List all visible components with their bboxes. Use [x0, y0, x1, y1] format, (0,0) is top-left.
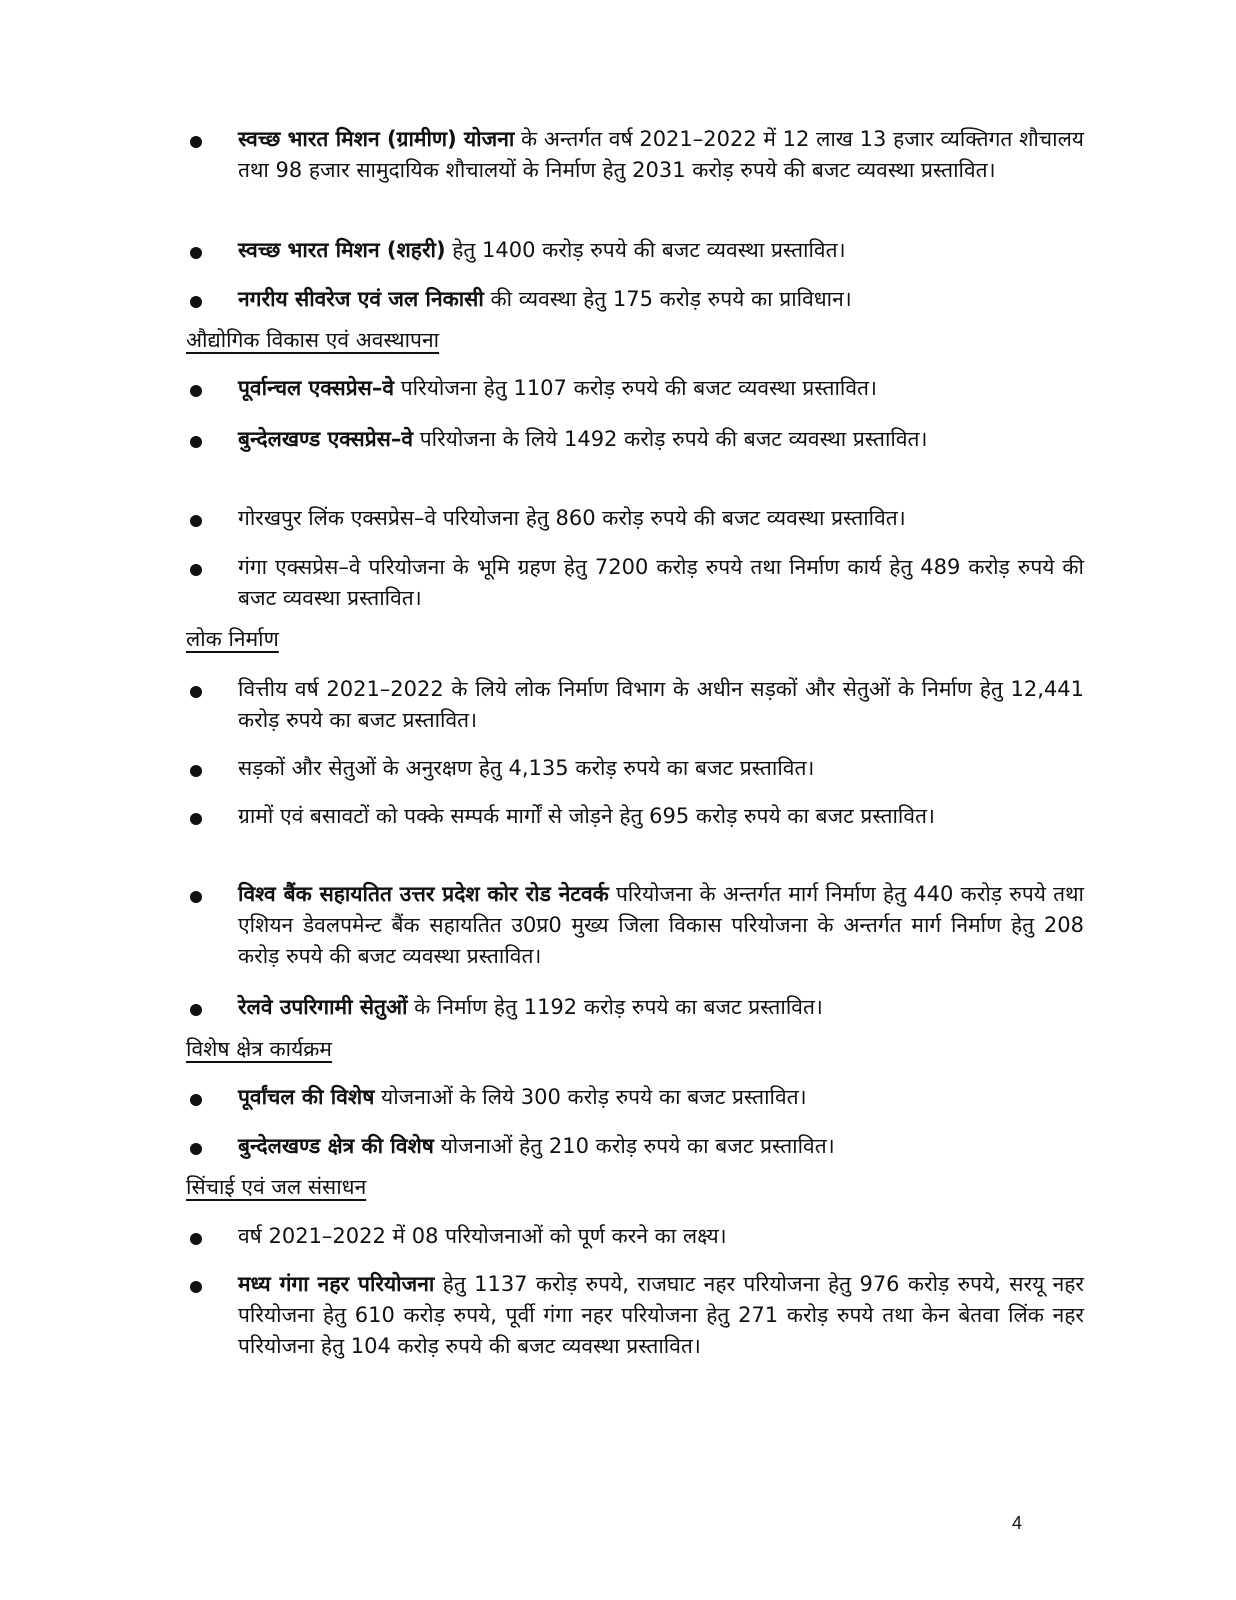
bullet-icon [190, 136, 202, 148]
bullet-icon [190, 1281, 202, 1293]
section-heading: लोक निर्माण [186, 627, 279, 651]
list-item-text: वर्ष 2021–2022 में 08 परियोजनाओं को पूर्ण करने का लक्ष्य। [238, 1224, 727, 1248]
list-item-text: विश्व बैंक सहायतित उत्तर प्रदेश कोर रोड नेटवर्क परियोजना के अन्तर्गत मार्ग निर्माण हेतु 440 करोड़ रुपये तथा एशियन डेवलपमेन्ट बैंक सहायतित उ0प्र0 मुख्य जिला विकास परियोजना के अन्तर्गत मार्ग निर्माण हेतु 208 करोड़ रुपये की बजट व्यवस्था प्रस्तावित। [238, 882, 1084, 968]
bullet-icon [190, 436, 202, 448]
list-item-text: बुन्देलखण्ड एक्सप्रेस–वे परियोजना के लिये 1492 करोड़ रुपये की बजट व्यवस्था प्रस्तावित। [238, 427, 928, 451]
list-item-text: ग्रामों एवं बसावटों को पक्के सम्पर्क मार्गों से जोड़ने हेतु 695 करोड़ रुपये का बजट प्रस्तावित। [238, 804, 935, 828]
list-item-text: वित्तीय वर्ष 2021–2022 के लिये लोक निर्माण विभाग के अधीन सड़कों और सेतुओं के निर्माण हेतु 12,441 करोड़ रुपये का बजट प्रस्तावित। [238, 677, 1084, 732]
bullet-icon [190, 1143, 202, 1155]
bullet-icon [190, 296, 202, 308]
page-number: 4 [1012, 1513, 1023, 1533]
bullet-icon [190, 385, 202, 397]
list-item-text: स्वच्छ भारत मिशन (शहरी) हेतु 1400 करोड़ रुपये की बजट व्यवस्था प्रस्तावित। [238, 238, 846, 262]
bullet-icon [190, 765, 202, 777]
list-item-text: गंगा एक्सप्रेस–वे परियोजना के भूमि ग्रहण हेतु 7200 करोड़ रुपये तथा निर्माण कार्य हेतु 489 करोड़ रुपये की बजट व्यवस्था प्रस्तावित। [238, 555, 1084, 610]
bullet-icon [190, 247, 202, 259]
bullet-icon [190, 1004, 202, 1016]
bullet-icon [190, 891, 202, 903]
list-item-text: नगरीय सीवरेज एवं जल निकासी की व्यवस्था हेतु 175 करोड़ रुपये का प्राविधान। [238, 287, 852, 311]
bullet-icon [190, 1233, 202, 1245]
section-heading: औद्योगिक विकास एवं अवस्थापना [186, 328, 440, 352]
bullet-icon [190, 813, 202, 825]
list-item-text: गोरखपुर लिंक एक्सप्रेस–वे परियोजना हेतु 860 करोड़ रुपये की बजट व्यवस्था प्रस्तावित। [238, 506, 906, 530]
bullet-icon [190, 564, 202, 576]
list-item-text: सड़कों और सेतुओं के अनुरक्षण हेतु 4,135 करोड़ रुपये का बजट प्रस्तावित। [238, 756, 815, 780]
section-heading: सिंचाई एवं जल संसाधन [186, 1175, 367, 1199]
bullet-icon [190, 686, 202, 698]
section-heading: विशेष क्षेत्र कार्यक्रम [186, 1037, 332, 1061]
list-item-text: बुन्देलखण्ड क्षेत्र की विशेष योजनाओं हेतु 210 करोड़ रुपये का बजट प्रस्तावित। [238, 1134, 835, 1158]
list-item-text: पूर्वान्चल एक्सप्रेस–वे परियोजना हेतु 1107 करोड़ रुपये की बजट व्यवस्था प्रस्तावित। [238, 376, 877, 400]
list-item-text: मध्य गंगा नहर परियोजना हेतु 1137 करोड़ रुपये, राजघाट नहर परियोजना हेतु 976 करोड़ रुपये, सरयू नहर परियोजना हेतु 610 करोड़ रुपये, पूर्वी गंगा नहर परियोजना हेतु 271 करोड़ रुपये तथा केन बेतवा लिंक नहर परियोजना हेतु 104 करोड़ रुपये की बजट व्यवस्था प्रस्तावित। [238, 1272, 1084, 1358]
list-item-text: रेलवे उपरिगामी सेतुओं के निर्माण हेतु 1192 करोड़ रुपये का बजट प्रस्तावित। [238, 995, 823, 1019]
list-item-text: स्वच्छ भारत मिशन (ग्रामीण) योजना के अन्तर्गत वर्ष 2021–2022 में 12 लाख 13 हजार व्यक्तिगत शौचालय तथा 98 हजार सामुदायिक शौचालयों के निर्माण हेतु 2031 करोड़ रुपये की बजट व्यवस्था प्रस्तावित। [238, 127, 1084, 182]
bullet-icon [190, 1094, 202, 1106]
list-item-text: पूर्वांचल की विशेष योजनाओं के लिये 300 करोड़ रुपये का बजट प्रस्तावित। [238, 1085, 807, 1109]
bullet-icon [190, 515, 202, 527]
